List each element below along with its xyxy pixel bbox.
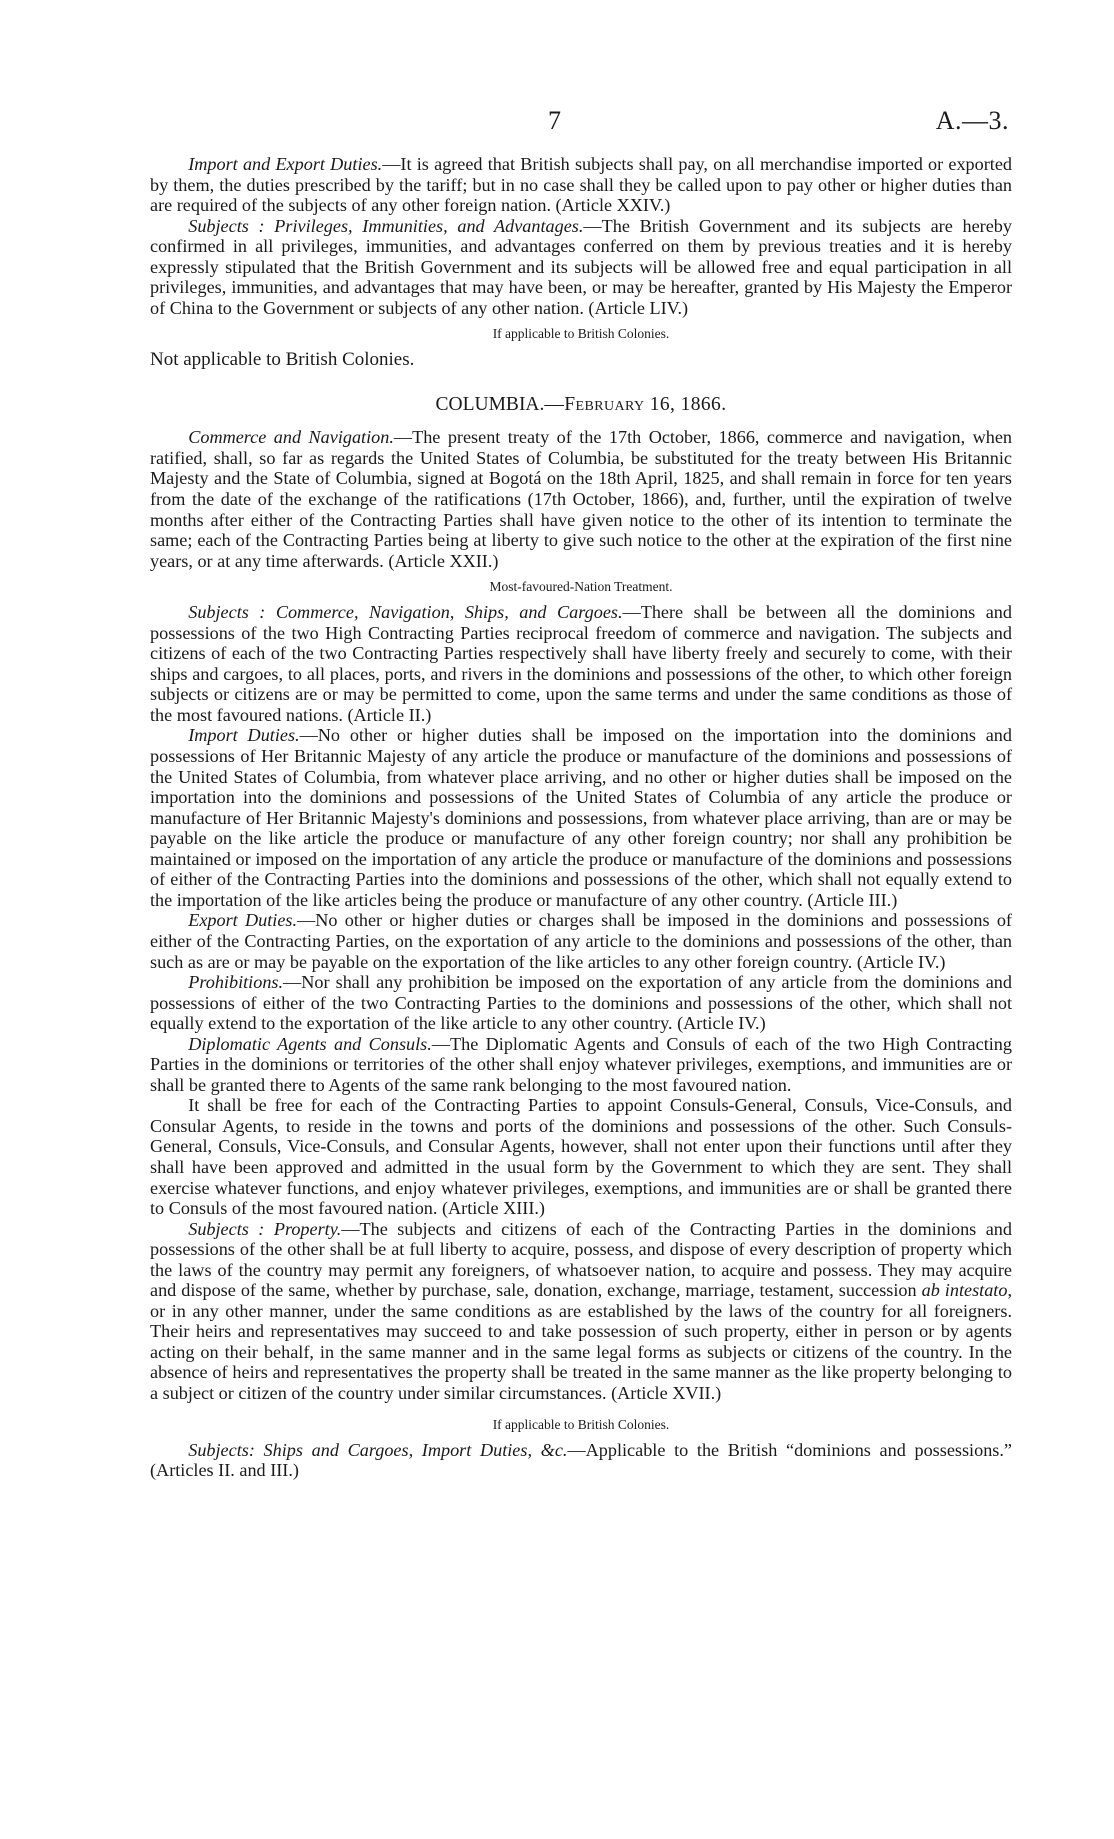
paragraph-diplomatic-agents <box>150 1034 1012 1096</box>
paragraph-ships-cargoes-applicable <box>150 1440 1012 1481</box>
paragraph-lead: Subjects : Commerce, Navigation, Ships, and Cargoes. <box>188 602 623 623</box>
paragraph-text: —There shall be between all the dominions and possessions of the two High Contracting Parties reciprocal freedom of commerce and navigation. The subjects and citizens of each of the two Contracting Parties respectively shall have liberty freely and securely to come, with their ships and cargoes, to all places, ports, and rivers in the dominions and possessions of the other, to which other foreign subjects or citizens are or may be permitted to come, upon the same terms and under the same conditions as those of the most favoured nations. (Article II.) <box>150 602 1012 725</box>
paragraph-text: —Nor shall any prohibition be imposed on the exportation of any article from the dominions and possessions of either of the two Contracting Parties to the dominions and possessions of the other, which shall not equally extend to the exportation of the like article to any other country. (Article IV.) <box>150 972 1012 1034</box>
paragraph-lead: Commerce and Navigation. <box>188 427 394 448</box>
section-country: COLUMBIA. <box>435 394 545 416</box>
paragraph-lead: Diplomatic Agents and Consuls. <box>188 1033 432 1054</box>
page-number: 7 <box>548 106 561 135</box>
paragraph-lead: Subjects : Privileges, Immunities, and Advantages. <box>188 215 584 236</box>
paragraph-lead: Import Duties. <box>188 725 300 746</box>
paragraph-text: —It is agreed that British subjects shall pay, on all merchandise imported or exported by them, the duties prescribed by the tariff; but in no case shall they be called upon to pay other or higher duties than are required of the subjects of any other foreign nation. (Article XXIV.) <box>150 154 1012 216</box>
paragraph-text: —No other or higher duties or charges shall be imposed in the dominions and possessions of either of the Contracting Parties, on the exportation of any article to the dominions and possessions of the other, than such as are or may be payable on the exportation of the like articles to any other foreign country. (Article IV.) <box>150 910 1012 972</box>
paragraph-lead: Import and Export Duties. <box>188 154 383 174</box>
paragraph-lead: Prohibitions. <box>188 972 284 993</box>
paragraph-latin-phrase: ab intestato <box>921 1280 1008 1301</box>
paragraph-prohibitions <box>150 972 1012 1034</box>
paragraph-text: —The subjects and citizens of each of the Contracting Parties in the dominions and possessions of the other shall be at full liberty to acquire, possess, and dispose of every description of property which the laws of the country may permit any foreigners, of whatsoever nation, to acquire and possess. They may acquire and dispose of the same, whether by purchase, sale, donation, exchange, marriage, testament, succession <box>150 1218 1012 1301</box>
paragraph-text: —No other or higher duties shall be imposed on the importation into the dominions and possessions of Her Britannic Majesty of any article the produce or manufacture of the dominions and possessions of the United States of Columbia, from whatever place arriving, and no other or higher duties shall be imposed on the importation into the dominions and possessions of the United States of Columbia of any article the produce or manufacture of Her Britannic Majesty's dominions and possessions, from whatever place arriving, than are or may be payable on the like article the produce or manufacture of any other foreign country; nor shall any prohibition be maintained or imposed on the importation of any article the produce or manufacture of the dominions and possessions of either of the Contracting Parties into the dominions and possessions of the other, which shall not equally extend to the importation of the like articles being the produce or manufacture of any other country. (Article III.) <box>150 725 1012 910</box>
paragraph-text: —The Diplomatic Agents and Consuls of each of the two High Contracting Parties in the dominions or territories of the other shall enjoy whatever privileges, exemptions, and immunities are or shall be granted there to Agents of the same rank belonging to the most favoured nation. <box>150 1033 1012 1095</box>
paragraph-text: —The present treaty of the 17th October, 1866, commerce and navigation, when ratified, shall, so far as regards the United States of Columbia, be substituted for the treaty between His Britannic Majesty and the State of Columbia, signed at Bogotá on the 18th April, 1825, and shall remain in force for ten years from the date of the exchange of the ratifications (17th October, 1866), and, further, until the expiration of twelve months after either of the Contracting Parties shall have given notice to the other of its intention to terminate the same; each of the Contracting Parties being at liberty to give such notice to the other at the expiration of the first nine years, or at any time afterwards. (Article XXII.) <box>150 427 1012 571</box>
paragraph-text: , or in any other manner, under the same conditions as are established by the laws of the country for all foreigners. Their heirs and representatives may succeed to and take possession of such property, either in person or by agents acting on their behalf, in the same manner and in the same legal forms as subjects or citizens of the country. In the absence of heirs and representatives the property shall be treated in the same manner as the like property belonging to a subject or citizen of the country under similar circumstances. (Article XVII.) <box>150 1280 1012 1403</box>
paragraph-lead: Subjects : Property. <box>188 1218 342 1239</box>
paragraph-lead: Subjects: Ships and Cargoes, Import Duties, &c. <box>188 1439 568 1460</box>
note-not-applicable: Not applicable to British Colonies. <box>150 349 415 371</box>
subheading-if-applicable: If applicable to British Colonies. <box>492 326 670 342</box>
section-date: —February 16, 1866. <box>544 394 727 416</box>
paragraph-commerce-navigation <box>150 427 1012 571</box>
paragraph-text: —Applicable to the British “dominions and possessions.” (Articles II. and III.) <box>150 1439 1012 1481</box>
paragraph-commerce-ships-cargoes <box>150 602 1012 725</box>
subheading-most-favoured: Most-favoured-Nation Treatment. <box>489 579 673 595</box>
paragraph-import-export-duties <box>150 154 1012 216</box>
page-body <box>150 154 1012 1481</box>
paragraph-export-duties <box>150 910 1012 972</box>
paragraph-lead: Export Duties. <box>188 910 298 931</box>
paragraph-consuls: It shall be free for each of the Contracting Parties to appoint Consuls-General, Consuls, Vice-Consuls, and Consular Agents, to reside in the towns and ports of the dominions and possessions of the other. Such Consuls-General, Consuls, Vice-Consuls, and Consular Agents, however, shall not enter upon their functions until after they shall have been approved and admitted in the usual form by the Government to which they are sent. They shall exercise whatever functions, and enjoy whatever privileges, exemptions, and immunities are or shall be granted there to Consuls of the most favoured nation. (Article XIII.) <box>150 1095 1012 1219</box>
section-title <box>150 393 1012 417</box>
paragraph-text: —The British Government and its subjects are hereby confirmed in all privileges, immunities, and advantages conferred on them by previous treaties and it is hereby expressly stipulated that the British Government and its subjects will be allowed free and equal participation in all privileges, immunities, and advantages that may have been, or may be hereafter, granted by His Majesty the Emperor of China to the Government or subjects of any other nation. (Article LIV.) <box>150 215 1012 318</box>
subheading-if-applicable-2: If applicable to British Colonies. <box>492 1416 670 1432</box>
document-reference: A.—3. <box>935 106 1009 135</box>
paragraph-property <box>150 1219 1012 1404</box>
paragraph-privileges <box>150 216 1012 319</box>
paragraph-import-duties <box>150 725 1012 910</box>
